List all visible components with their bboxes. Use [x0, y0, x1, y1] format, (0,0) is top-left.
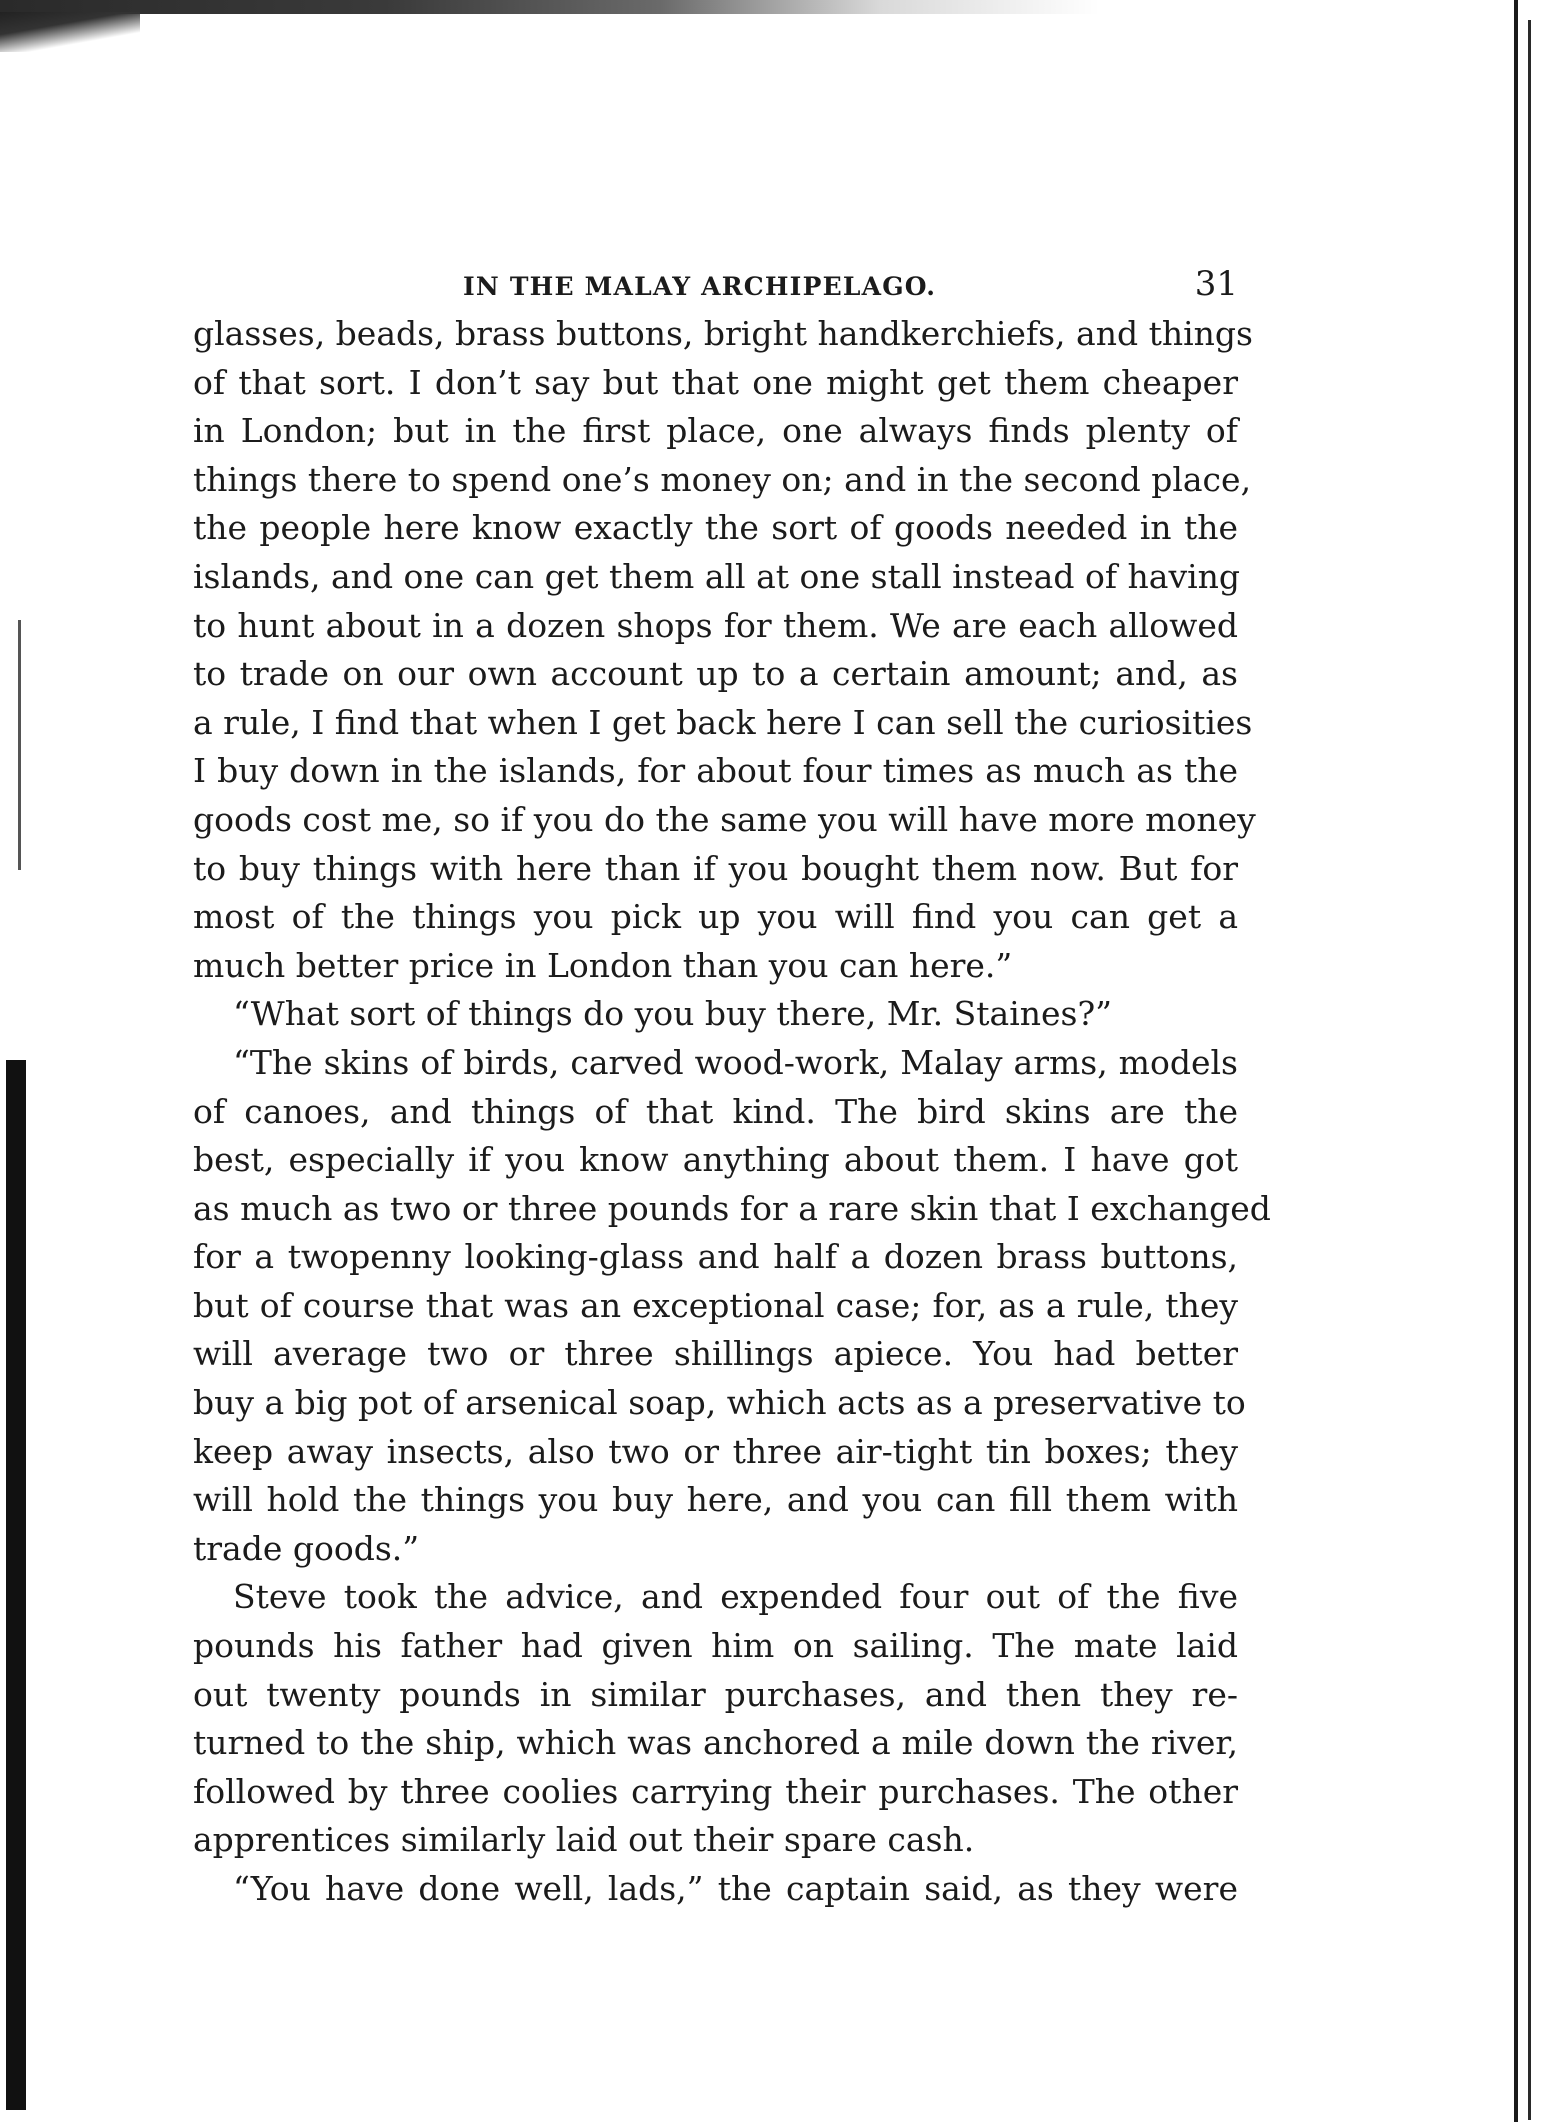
text-line: Steve took the advice, and expended four out of the five [233, 1577, 1238, 1617]
book-page [193, 260, 1271, 1914]
text-line: keep away insects, also two or three air-tight tin boxes; they [193, 1431, 1238, 1471]
text-line: to hunt about in a dozen shops for them. We are each allowed [193, 605, 1238, 645]
text-line: “The skins of birds, carved wood-work, Malay arms, models [233, 1042, 1238, 1082]
text-line: for a twopenny looking-glass and half a dozen brass buttons, [193, 1237, 1238, 1277]
text-line: the people here know exactly the sort of goods needed in the [193, 508, 1238, 548]
text-line: as much as two or three pounds for a rare skin that I exchanged [193, 1188, 1271, 1228]
text-line: trade goods.” [193, 1528, 420, 1568]
text-line: best, especially if you know anything about them. I have got [193, 1140, 1238, 1180]
body-text [193, 310, 1271, 1914]
text-line: most of the things you pick up you will find you can get a [193, 897, 1238, 937]
running-title: IN THE MALAY ARCHIPELAGO. [463, 272, 937, 301]
text-line: islands, and one can get them all at one stall instead of having [193, 556, 1241, 596]
text-line: to trade on our own account up to a certain amount; and, as [193, 654, 1238, 694]
text-line: “What sort of things do you buy there, Mr. Staines?” [233, 994, 1113, 1034]
scan-left-binding-shadow [6, 1060, 26, 2110]
text-line: buy a big pot of arsenical soap, which acts as a preservative to [193, 1383, 1246, 1423]
text-line: much better price in London than you can here.” [193, 945, 1013, 985]
text-line: but of course that was an exceptional case; for, as a rule, they [193, 1285, 1238, 1325]
text-line: goods cost me, so if you do the same you will have more money [193, 799, 1256, 839]
text-line: glasses, beads, brass buttons, bright handkerchiefs, and things [193, 314, 1253, 353]
scan-left-gutter-line [18, 620, 21, 870]
text-line: out twenty pounds in similar purchases, and then they re- [193, 1674, 1238, 1714]
text-line: I buy down in the islands, for about four times as much as the [193, 751, 1238, 791]
text-line: things there to spend one’s money on; and in the second place, [193, 459, 1252, 499]
text-line: turned to the ship, which was anchored a mile down the river, [193, 1723, 1238, 1763]
scan-corner-shadow [0, 12, 140, 52]
scan-top-edge [0, 0, 1100, 14]
text-line: will average two or three shillings apiece. You had better [193, 1334, 1238, 1374]
text-line: in London; but in the first place, one always finds plenty of [193, 411, 1238, 451]
text-line: pounds his father had given him on sailing. The mate laid [193, 1626, 1238, 1666]
text-line: of canoes, and things of that kind. The bird skins are the [193, 1091, 1238, 1131]
text-line: of that sort. I don’t say but that one might get them cheaper [193, 362, 1238, 402]
text-line: apprentices similarly laid out their spare cash. [193, 1820, 975, 1860]
text-line: a rule, I find that when I get back here I can sell the curiosities [193, 702, 1253, 742]
text-line: “You have done well, lads,” the captain said, as they were [233, 1869, 1238, 1908]
page-number: 31 [1194, 264, 1238, 304]
text-line: will hold the things you buy here, and you can fill them with [193, 1480, 1238, 1520]
text-line: followed by three coolies carrying their purchases. The other [193, 1771, 1238, 1811]
scan-right-page-edge [1514, 0, 1554, 2122]
running-head [193, 260, 1238, 308]
text-line: to buy things with here than if you bought them now. But for [193, 848, 1238, 888]
